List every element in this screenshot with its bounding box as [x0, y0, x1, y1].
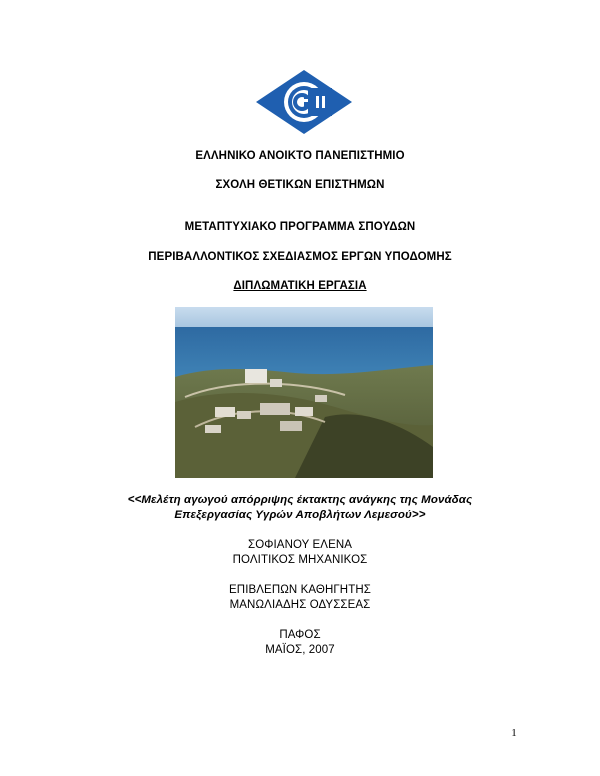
university-name: ΕΛΛΗΝΙΚΟ ΑΝΟΙΚΤΟ ΠΑΝΕΠΙΣΤΗΜΙΟ	[195, 150, 405, 162]
program-name: ΜΕΤΑΠΤΥΧΙΑΚΟ ΠΡΟΓΡΑΜΜΑ ΣΠΟΥΔΩΝ	[184, 221, 416, 233]
author-profession: ΠΟΛΙΤΙΚΟΣ ΜΗΧΑΝΙΚΟΣ	[232, 554, 368, 566]
thesis-title-line-1: <<Μελέτη αγωγού απόρριψης έκτακτης ανάγκης της Μονάδας	[127, 494, 473, 506]
school-name: ΣΧΟΛΗ ΘΕΤΙΚΩΝ ΕΠΙΣΤΗΜΩΝ	[215, 179, 385, 191]
author-name: ΣΟΦΙΑΝΟΥ ΕΛΕΝΑ	[247, 539, 353, 551]
campus-aerial-photo	[175, 307, 433, 478]
thesis-label-row	[0, 280, 600, 292]
thesis-title-line-2: Επεξεργασίας Υγρών Αποβλήτων Λεμεσού>>	[174, 509, 426, 521]
place: ΠΑΦΟΣ	[279, 629, 321, 641]
supervisor-name: ΜΑΝΩΛΙΑΔΗΣ ΟΔΥΣΣΕΑΣ	[229, 599, 371, 611]
specialization-name: ΠΕΡΙΒΑΛΛΟΝΤΙΚΟΣ ΣΧΕΔΙΑΣΜΟΣ ΕΡΓΩΝ ΥΠΟΔΟΜΗΣ	[148, 251, 452, 263]
supervisor-label: ΕΠΙΒΛΕΠΩΝ ΚΑΘΗΓΗΤΗΣ	[229, 584, 371, 596]
university-logo	[256, 70, 352, 134]
date: ΜΑΪΟΣ, 2007	[265, 644, 335, 656]
page-number: 1	[511, 727, 517, 739]
thesis-label: ΔΙΠΛΩΜΑΤΙΚΗ ΕΡΓΑΣΙΑ	[233, 280, 367, 292]
